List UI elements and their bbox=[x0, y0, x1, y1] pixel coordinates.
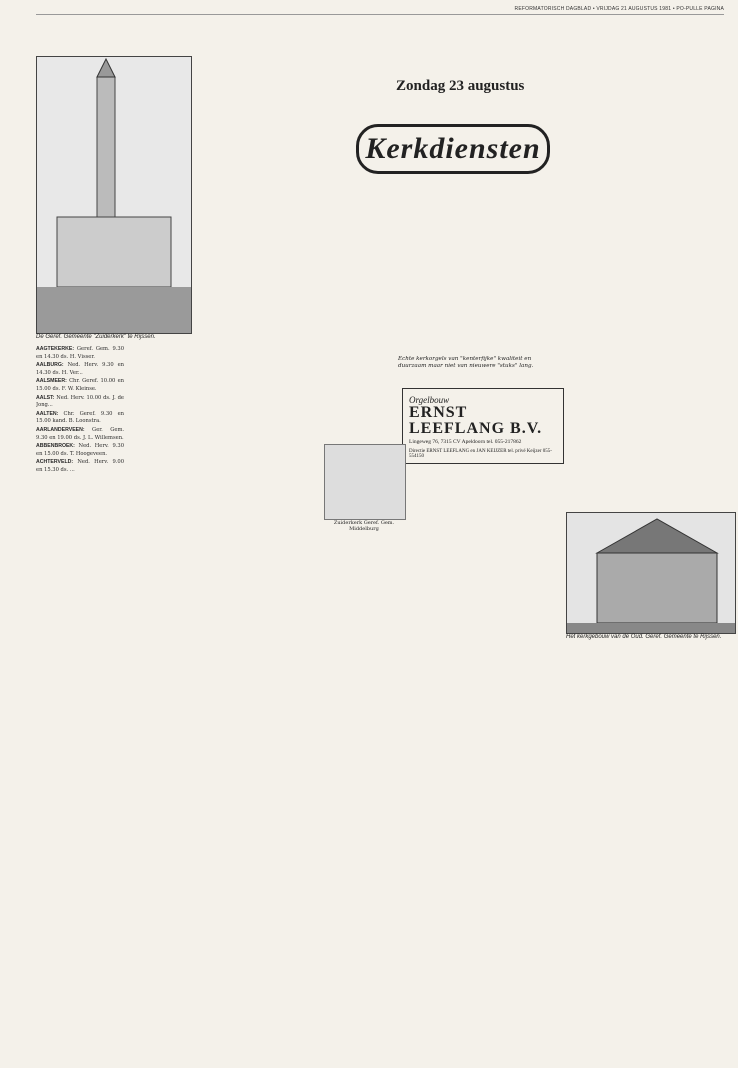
listing-item: ACHTERVELD: Ned. Herv. 9.00 en 15.30 ds. ... bbox=[36, 459, 124, 473]
listing-column bbox=[318, 196, 394, 356]
advert-tagline: Echte kerkorgels van "kenterfijke" kwaliteit en duurzaam maar niet van nieuwere "stuks" lang. bbox=[398, 356, 534, 369]
advert-photo-caption: Zuiderkerk Geref. Gem. Middelburg bbox=[333, 520, 395, 532]
listing-column bbox=[444, 196, 562, 1052]
listing-column bbox=[128, 346, 216, 1052]
listing-item: AALTEN: Chr. Geref. 9.30 en 15.00 kand. B. Loonstra. bbox=[36, 410, 124, 425]
listing-item: AALSMEER: Chr. Geref. 10.00 en 15.00 ds. F. W. Kleinse. bbox=[36, 378, 124, 392]
advert-address: Lingeweg 76, 7315 CV Apeldoorn tel. 055-217862 bbox=[409, 439, 522, 445]
listing-item: AARLANDERVEEN: Ger. Gem. 9.30 en 19.00 ds. J. L. Willemsen. bbox=[36, 426, 124, 441]
listing-item: AAGTEKERKE: Geref. Gem. 9.30 en 14.30 ds. H. Visser. bbox=[36, 346, 124, 360]
church-building-illustration bbox=[567, 513, 735, 633]
listing-column bbox=[566, 60, 646, 508]
church-tower-photo bbox=[36, 56, 192, 334]
service-date: Zondag 23 augustus bbox=[396, 78, 525, 94]
church-building-photo bbox=[566, 512, 736, 634]
listing-item: AALST: Ned. Herv. 10.00 ds. J. de Jong... bbox=[36, 394, 124, 409]
page-title: Kerkdiensten bbox=[356, 124, 550, 174]
listing-item: ABBENBROEK: Ned. Herv. 9.30 en 15.00 ds. T. Hoogeveen. bbox=[36, 443, 124, 457]
advert-photo bbox=[324, 444, 406, 520]
advert-title-big: ERNST LEEFLANG B.V. bbox=[409, 404, 543, 437]
listing-column bbox=[220, 60, 312, 1052]
advert-title-small: Orgelbouw bbox=[409, 395, 450, 405]
listing-item: AALBURG: Ned. Herv. 9.30 en 14.30 ds. H. Ver... bbox=[36, 362, 124, 376]
photo-caption: De Geref. Gemeente "Zuiderkerk" te Rijssen. bbox=[36, 334, 156, 340]
listing-column bbox=[650, 60, 734, 508]
listing-column bbox=[36, 346, 124, 1052]
photo-caption: Het kerkgebouw van de Oud. Geref. Gemeente te Rijssen. bbox=[566, 634, 722, 640]
page-header: REFORMATORISCH DAGBLAD • VRIJDAG 21 AUGUSTUS 1981 • PO-PULLE PAGINA bbox=[36, 6, 724, 15]
church-illustration bbox=[37, 57, 191, 333]
advert-contact: Directie ERNST LEEFLANG en JAN KEIJZER tel. privé Keijzer 055-554150 bbox=[409, 449, 552, 459]
listing-column bbox=[318, 608, 438, 1052]
